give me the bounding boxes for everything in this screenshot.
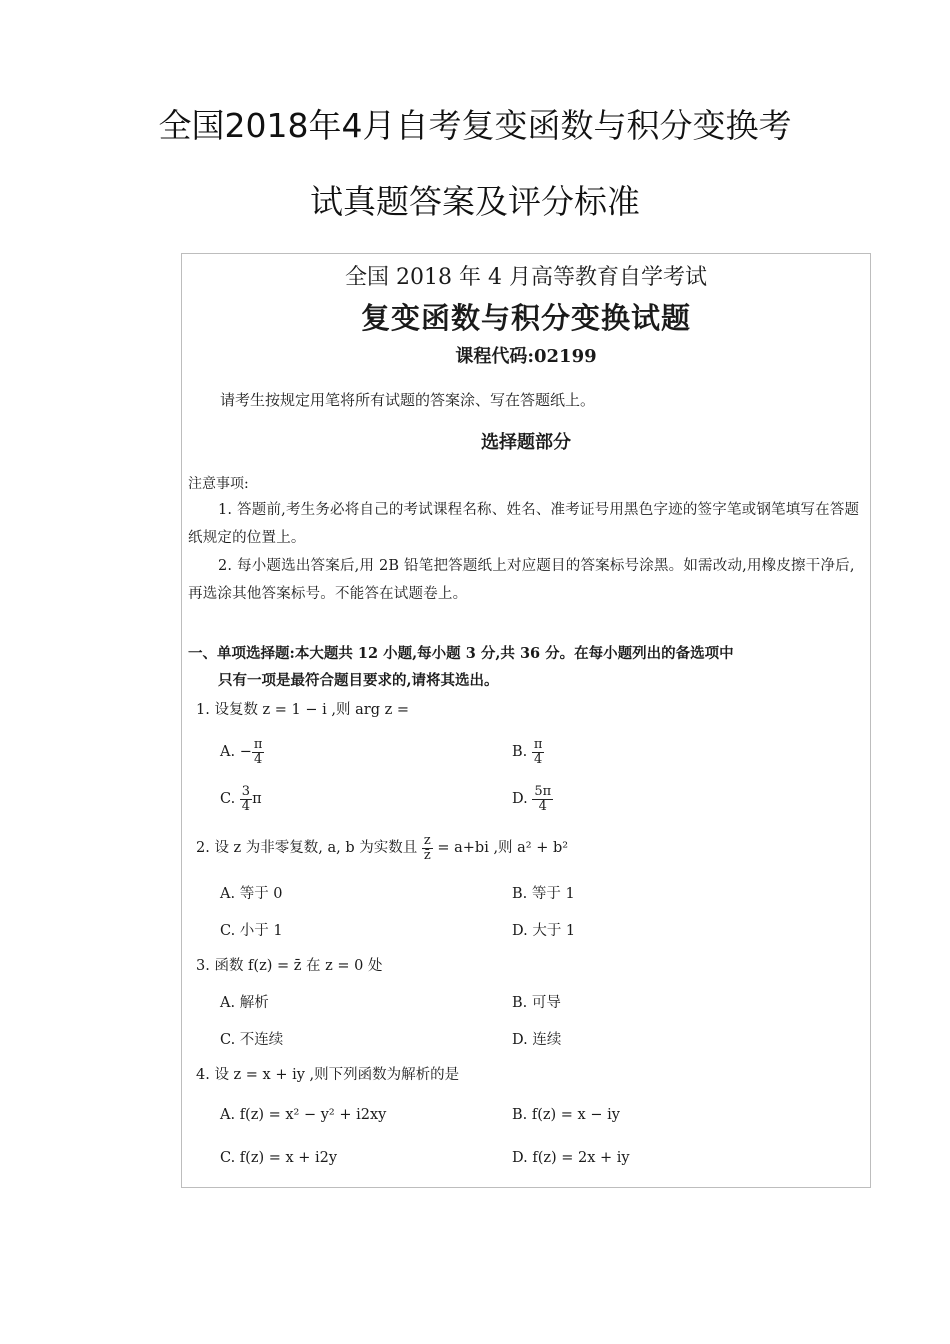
question-2-option-b: B. 等于 1	[512, 886, 575, 902]
fraction: $\frac{\pi}{4}$	[253, 737, 263, 767]
question-1-stem: 1. 设复数 z = 1 − i ,则 arg z =	[196, 702, 409, 718]
question-4-option-c: C. f(z) = x + i2y	[220, 1150, 338, 1166]
question-1-option-b: B. $\frac{\pi}{4}$	[512, 737, 543, 767]
fraction: $\frac{z}{z̄}$	[423, 833, 431, 863]
document-title-line-2: 试真题答案及评分标准	[310, 182, 640, 221]
question-3-option-b: B. 可导	[512, 995, 561, 1011]
fraction: $\frac{\pi}{4}$	[533, 737, 543, 767]
note-1: 1. 答题前,考生务必将自己的考试课程名称、姓名、准考证号用黑色字迹的签字笔或钢笔填写在答题纸规定的位置上。	[188, 502, 860, 546]
question-4-option-d: D. f(z) = 2x + iy	[512, 1150, 630, 1166]
part-heading	[188, 640, 828, 694]
question-1-option-c: C. $\frac{3}{4}$ π	[220, 784, 262, 814]
question-4-option-a: A. f(z) = x² − y² + i2xy	[220, 1107, 387, 1123]
notes-heading: 注意事项:	[188, 476, 249, 492]
question-1-option-a: A. − $\frac{\pi}{4}$	[220, 737, 263, 767]
exam-header: 全国 2018 年 4 月高等教育自学考试	[345, 265, 707, 290]
question-4-stem: 4. 设 z = x + iy ,则下列函数为解析的是	[196, 1067, 460, 1083]
section-title: 选择题部分	[481, 432, 571, 453]
scanned-exam-page	[181, 253, 871, 1188]
note-2: 2. 每小题选出答案后,用 2B 铅笔把答题纸上对应题目的答案标号涂黑。如需改动,用橡皮擦干净后,再选涂其他答案标号。不能答在试题卷上。	[188, 558, 855, 602]
exam-instruction: 请考生按规定用笔将所有试题的答案涂、写在答题纸上。	[220, 391, 596, 409]
question-2-stem: 2. 设 z 为非零复数, a, b 为实数且 $\frac{z}{z̄}$ = a+bi ,则 a² + b²	[196, 833, 569, 863]
question-1-option-d: D. $\frac{5\pi}{4}$	[512, 784, 552, 814]
question-2-option-a: A. 等于 0	[220, 886, 283, 902]
question-3-option-c: C. 不连续	[220, 1032, 284, 1048]
part-heading-line-1: 一、单项选择题:本大题共 12 小题,每小题 3 分,共 36 分。在每小题列出的备选项中	[188, 645, 734, 662]
question-3-option-a: A. 解析	[220, 995, 269, 1011]
fraction: $\frac{5\pi}{4}$	[534, 784, 552, 814]
question-4-option-b: B. f(z) = x − iy	[512, 1107, 620, 1123]
question-2-option-c: C. 小于 1	[220, 923, 283, 939]
course-code: 课程代码:02199	[455, 346, 597, 367]
fraction: $\frac{3}{4}$	[241, 784, 251, 814]
exam-subject-title: 复变函数与积分变换试题	[360, 301, 691, 335]
question-2-option-d: D. 大于 1	[512, 923, 576, 939]
part-heading-line-2: 只有一项是最符合题目要求的,请将其选出。	[218, 672, 499, 689]
question-3-stem: 3. 函数 f(z) = z̄ 在 z = 0 处	[196, 958, 383, 974]
question-3-option-d: D. 连续	[512, 1032, 562, 1048]
document-title-line-1: 全国2018年4月自考复变函数与积分变换考	[158, 106, 792, 145]
